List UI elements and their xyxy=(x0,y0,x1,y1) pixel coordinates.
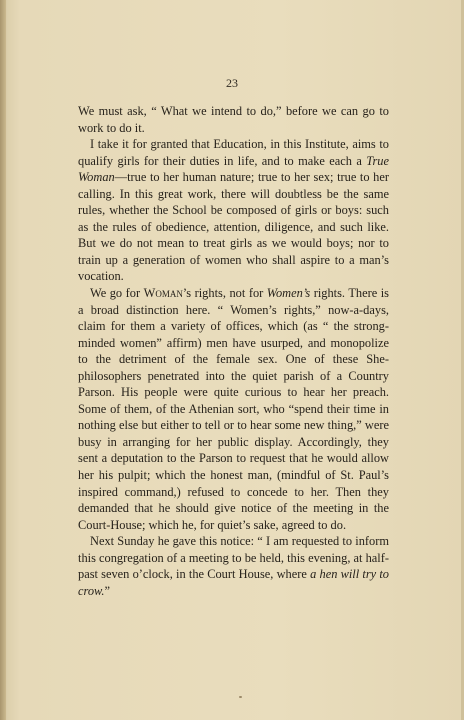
paragraph-3-text-start: We go for xyxy=(90,286,144,301)
paragraph-4 xyxy=(78,533,389,599)
hen-crow-italic: a hen will try to crow. xyxy=(78,567,389,598)
paragraph-4-text-end: ” xyxy=(104,583,110,598)
paragraph-3 xyxy=(78,285,389,533)
woman-small-caps: Woman xyxy=(143,286,183,301)
true-woman-italic: True Woman xyxy=(78,153,389,185)
binding-gutter xyxy=(0,0,6,720)
paragraph-4-text-start: Next Sunday he gave this notice: “ I am requested to inform this congregation of a meeting to be held, this evening, at half-past seven o’clock, in the Court House, where xyxy=(78,534,389,582)
page-number: 23 xyxy=(226,76,238,90)
womens-italic: Women’s xyxy=(266,286,311,301)
paragraph-3-text-mid: ’s rights, not for xyxy=(182,286,267,301)
paragraph-1-text: We must ask, “ What we intend to do,” before we can go to work to do it. xyxy=(78,104,389,135)
paragraph-1 xyxy=(78,103,389,136)
paper-speck xyxy=(239,696,242,698)
paragraph-2-text-start: I take it for granted that Education, in this Institute, aims to qualify girls for their duties in life, and to make each a xyxy=(78,137,389,168)
paragraph-2-text-end: —true to her human nature; true to her sex; true to her calling. In this great work, there will doubtless be the same rules, whether the School be composed of girls or boys: such as the rules of obedience, attention, diligence, and such like. But we do not mean to treat girls as we would boys; nor to train up a generation of women who shall aspire to a man’s vocation. xyxy=(78,170,389,284)
paragraph-2 xyxy=(78,136,389,285)
paragraph-3-text-end: rights. There is a broad distinction here. “ Women’s rights,” now-a-days, claim for them a variety of offices, which (as “ the strong-minded women” affirm) men have usurped, and monopolize to the detriment of the female sex. One of these She-philosophers penetrated into the quiet parish of a Country Parson. His people were quite curious to hear her preach. Some of them, of the Athenian sort, who “spend their time in nothing else but either to tell or to hear some new thing,” were busy in arranging for her public display. Accordingly, they sent a deputation to the Parson to request that he would allow her his pulpit; which the honest man, (mindful of St. Paul’s inspired command,) refused to concede to her. Then they demanded that he should give notice of the meeting in the Court-House; which he, for quiet’s sake, agreed to do. xyxy=(78,286,389,532)
body-text xyxy=(78,103,389,599)
